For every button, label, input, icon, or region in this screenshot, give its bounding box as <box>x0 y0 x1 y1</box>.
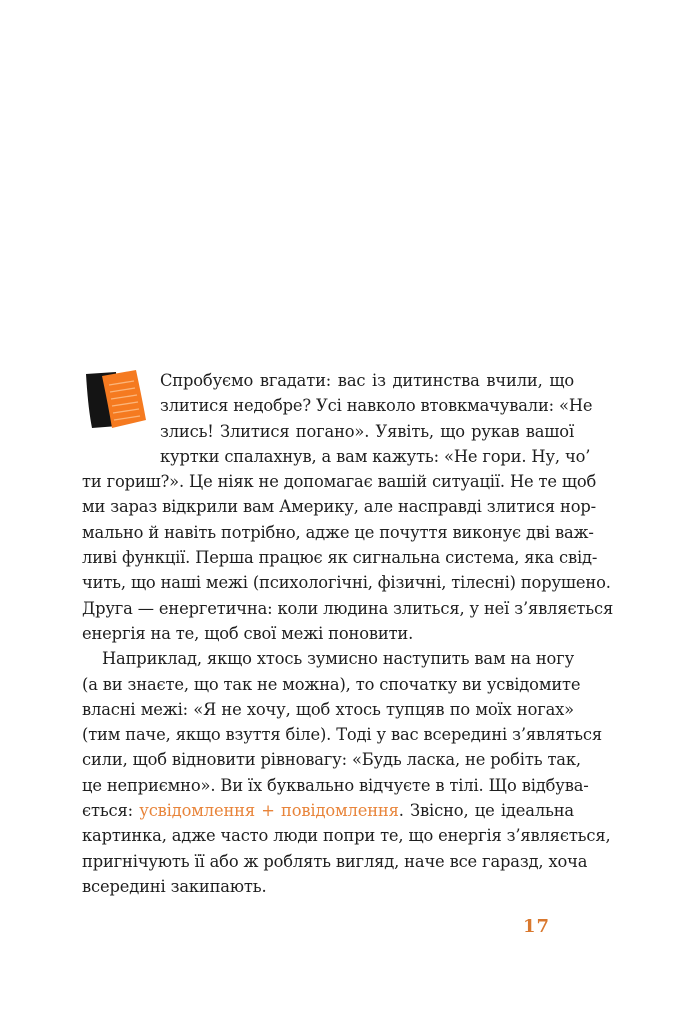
text-line: Наприклад, якщо хтось зумисно наступить вам на ногу <box>102 649 574 669</box>
text-line: власні межі: «Я не хочу, щоб хтось тупцяв по моїх ногах» <box>82 699 574 719</box>
text-line: злитися недобре? Усі навколо втовкмачували: «Не <box>160 396 593 416</box>
text-segment: . Звісно, це ідеальна <box>398 801 574 821</box>
text-line: картинка, адже часто люди попри те, що енергія з’являється, <box>82 826 611 846</box>
text-line: ти гориш?». Це ніяк не допомагає вашій ситуації. Не те щоб <box>82 472 597 492</box>
text-line: (а ви знаєте, що так не можна), то спочатку ви усвідомите <box>82 674 581 694</box>
text-line: Друга — енергетична: коли людина злиться, у неї з’являється <box>82 598 614 618</box>
text-line: всередині закипають. <box>82 876 267 896</box>
text-line: пригнічують її або ж роблять вигляд, наче все гаразд, хоча <box>82 851 588 871</box>
text-line: мально й навіть потрібно, адже це почуття виконує дві важ- <box>82 522 594 542</box>
text-line: сили, щоб відновити рівновагу: «Будь ласка, не робіть так, <box>82 750 581 770</box>
text-line: чить, що наші межі (психологічні, фізичні, тілесні) порушено. <box>82 573 611 593</box>
text-line: енергія на те, щоб свої межі поновити. <box>82 623 414 643</box>
body-text <box>82 368 614 899</box>
text-line: ми зараз відкрили вам Америку, але насправді злитися нор- <box>82 497 597 517</box>
text-line: куртки спалахнув, а вам кажуть: «Не гори. Ну, чо’ <box>160 446 591 466</box>
text-line: Спробуємо вгадати: вас із дитинства вчили, що <box>160 371 574 390</box>
text-line-with-highlight <box>82 798 574 823</box>
page-number: 17 <box>523 916 551 937</box>
highlighted-phrase: усвідомлення + повідомлення <box>139 801 399 821</box>
text-line: злись! Злитися погано». Уявіть, що рукав вашої <box>160 421 574 441</box>
paragraph-2 <box>82 646 611 899</box>
text-line: це неприємно». Ви їх буквально відчуєте в тілі. Що відбува- <box>82 775 589 795</box>
text-segment: ється: <box>82 801 140 821</box>
paragraph-1 <box>82 368 614 646</box>
text-line: (тим паче, якщо взуття біле). Тоді у вас всередині з’являться <box>82 725 602 745</box>
text-line: ливі функції. Перша працює як сигнальна система, яка свід- <box>82 548 598 568</box>
